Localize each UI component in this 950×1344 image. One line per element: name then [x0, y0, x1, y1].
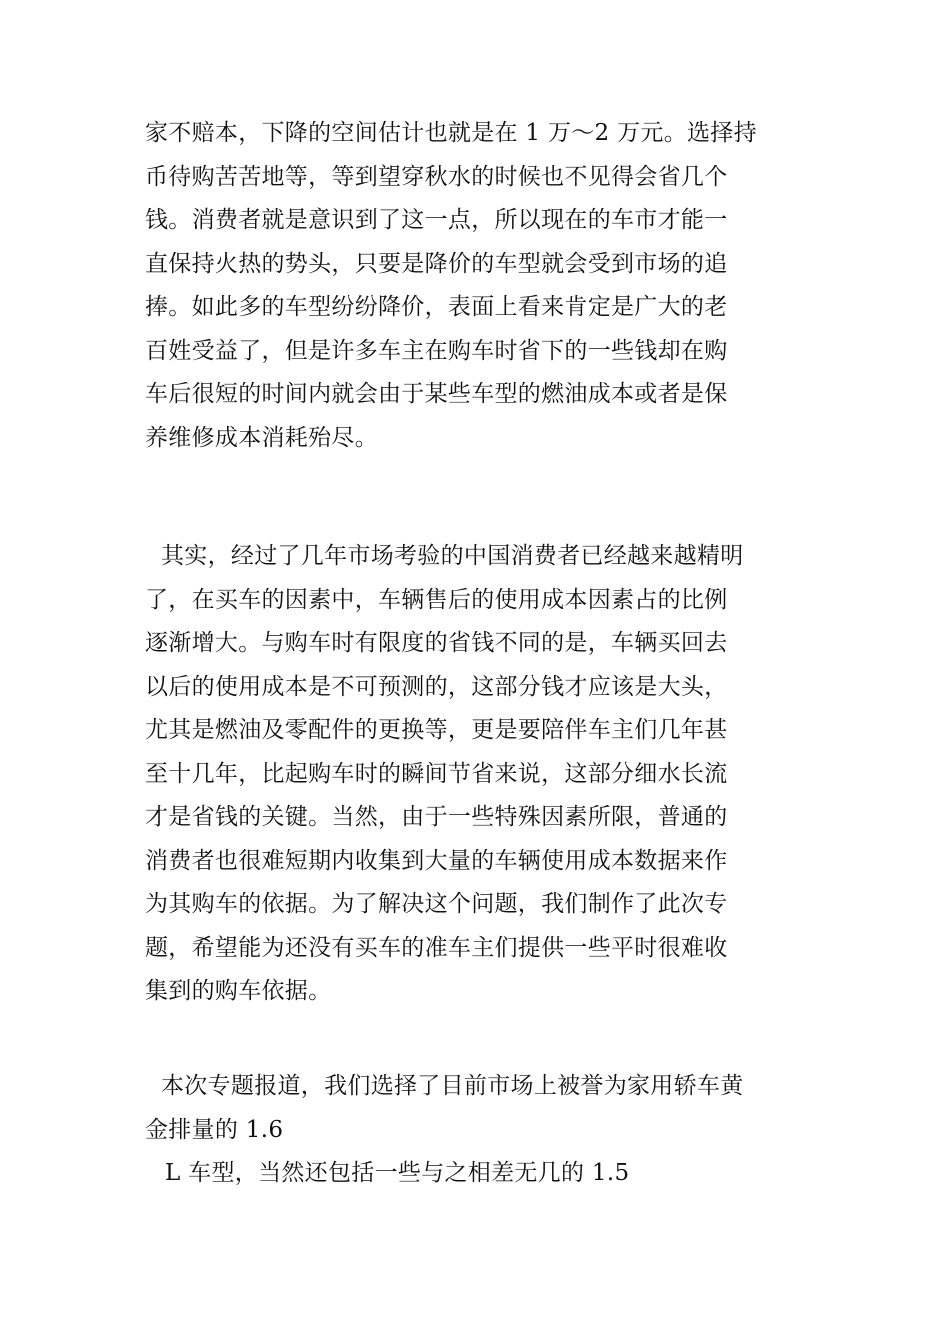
paragraph-2 [145, 535, 815, 1014]
paragraph-line: 题，希望能为还没有买车的准车主们提供一些平时很难收 [145, 934, 728, 961]
paragraph-line: 消费者也很难短期内收集到大量的车辆使用成本数据来作 [145, 847, 728, 874]
paragraph-3 [145, 1065, 815, 1196]
paragraph-line: 百姓受益了，但是许多车主在购车时省下的一些钱却在购 [145, 337, 728, 364]
paragraph-line: 至十几年，比起购车时的瞬间节省来说，这部分细水长流 [145, 760, 728, 787]
paragraph-line: 金排量的 1.6 [145, 1116, 284, 1143]
paragraph-line: 家不赔本，下降的空间估计也就是在 1 万～2 万元。选择持 [145, 120, 757, 146]
paragraph-line: 养维修成本消耗殆尽。 [145, 424, 378, 451]
paragraph-line: 其实，经过了几年市场考验的中国消费者已经越来越精明 [161, 543, 744, 569]
paragraph-line: 捧。如此多的车型纷纷降价，表面上看来肯定是广大的老 [145, 294, 728, 320]
paragraph-line: 直保持火热的势头，只要是降价的车型就会受到市场的追 [145, 250, 728, 277]
paragraph-line: 本次专题报道，我们选择了目前市场上被誉为家用轿车黄 [161, 1073, 744, 1099]
paragraph-line: L 车型，当然还包括一些与之相差无几的 1.5 [165, 1160, 630, 1186]
paragraph-line: 逐渐增大。与购车时有限度的省钱不同的是，车辆买回去 [145, 630, 728, 656]
paragraph-line: 以后的使用成本是不可预测的，这部分钱才应该是大头， [145, 673, 728, 700]
paragraph-line: 币待购苦苦地等，等到望穿秋水的时候也不见得会省几个 [145, 163, 728, 190]
paragraph-1 [145, 112, 815, 460]
paragraph-line: 为其购车的依据。为了解决这个问题，我们制作了此次专 [145, 891, 728, 917]
paragraph-line: 车后很短的时间内就会由于某些车型的燃油成本或者是保 [145, 381, 728, 407]
paragraph-line: 才是省钱的关键。当然，由于一些特殊因素所限，普通的 [145, 804, 728, 830]
paragraph-line: 钱。消费者就是意识到了这一点，所以现在的车市才能一 [145, 207, 728, 233]
paragraph-line: 集到的购车依据。 [145, 978, 332, 1004]
paragraph-line: 尤其是燃油及零配件的更换等，更是要陪伴车主们几年甚 [145, 717, 728, 743]
paragraph-line: 了，在买车的因素中，车辆售后的使用成本因素占的比例 [145, 586, 728, 613]
